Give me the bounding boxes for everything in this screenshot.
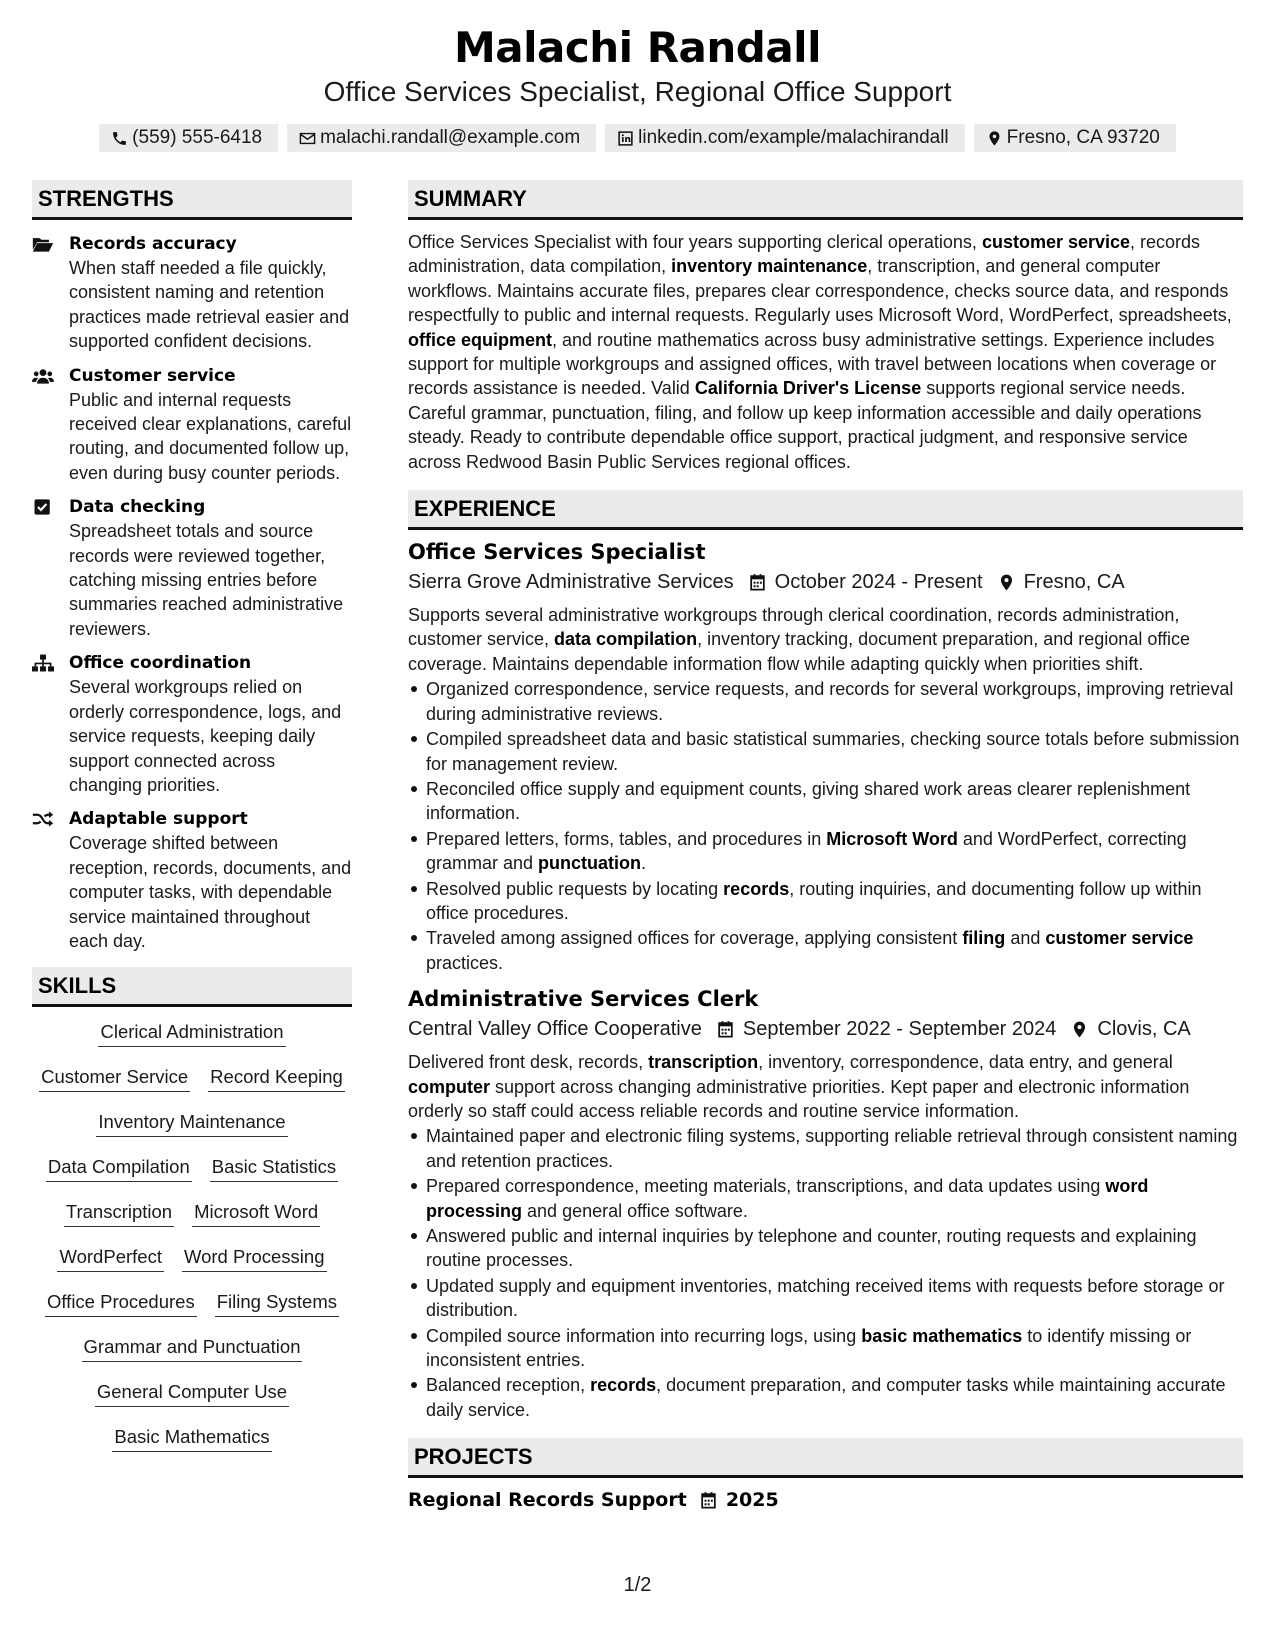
strength-item xyxy=(32,364,352,486)
emphasized-text: customer service xyxy=(981,232,1131,252)
job-bullet xyxy=(408,1324,1243,1373)
text-run: Compiled spreadsheet data and basic statistical summaries, checking source totals before submission for management review. xyxy=(426,729,1240,774)
skill-tag: Clerical Administration xyxy=(98,1019,285,1047)
text-run: and xyxy=(1005,928,1046,949)
contact-phone[interactable] xyxy=(99,124,278,152)
job-company: Central Valley Office Cooperative xyxy=(408,1018,702,1041)
job-bullet xyxy=(408,827,1243,876)
text-run: Organized correspondence, service requests, and records for several workgroups, improving retrieval during administrative reviews. xyxy=(426,679,1234,724)
job-bullets xyxy=(408,677,1243,975)
strengths-list xyxy=(32,220,352,953)
strength-text: When staff needed a file quickly, consistent naming and retention practices made retrieval easier and supported confident decisions. xyxy=(69,258,350,352)
experience-heading: EXPERIENCE xyxy=(408,490,1243,530)
job-dates: October 2024 - Present xyxy=(774,571,983,594)
skill-tag: Word Processing xyxy=(182,1244,327,1272)
projects-heading: PROJECTS xyxy=(408,1438,1243,1478)
job-location: Clovis, CA xyxy=(1097,1018,1191,1041)
text-run: Prepared letters, forms, tables, and procedures in xyxy=(426,828,827,849)
strength-text: Several workgroups relied on orderly correspondence, logs, and service requests, keeping daily support connected across changing priorities. xyxy=(69,677,342,795)
text-run: Traveled among assigned offices for coverage, applying consistent xyxy=(426,928,963,949)
job-bullet xyxy=(408,1124,1243,1173)
skill-tag: WordPerfect xyxy=(57,1244,163,1272)
skill-tag: Basic Mathematics xyxy=(112,1424,271,1452)
text-run: Compiled source information into recurring logs, using xyxy=(426,1325,862,1346)
contact-location-text: Fresno, CA 93720 xyxy=(1006,127,1160,148)
skill-tag: General Computer Use xyxy=(95,1379,289,1407)
contact-bar xyxy=(0,124,1275,152)
job-meta xyxy=(408,1014,1243,1044)
text-run: Updated supply and equipment inventories, matching received items with requests before storage or distribution. xyxy=(426,1275,1225,1321)
skills-heading: SKILLS xyxy=(32,967,352,1007)
emphasized-text: Microsoft Word xyxy=(826,828,958,849)
emphasized-text: records xyxy=(723,878,790,899)
text-run: , transcription, and general computer workflows. Maintains accurate files, prepares clear correspondence, checks source data, and responds respectfully to public and internal requests. Regularly uses Microsoft Word, WordPerfect, spreadsheets, xyxy=(408,256,1232,326)
job-title: Administrative Services Clerk xyxy=(408,987,759,1012)
contact-email[interactable] xyxy=(287,124,596,152)
phone-icon xyxy=(111,130,128,147)
text-run: Office Services Specialist with four years supporting clerical operations, xyxy=(408,232,982,252)
text-run: practices. xyxy=(426,952,504,973)
job-bullet xyxy=(408,1274,1243,1323)
strength-text: Coverage shifted between reception, records, documents, and computer tasks, with dependable service maintained throughout each day. xyxy=(69,833,352,951)
skill-tag: Transcription xyxy=(64,1199,174,1227)
emphasized-text: data compilation xyxy=(554,629,698,650)
calendar-icon xyxy=(748,573,767,592)
candidate-title: Office Services Specialist, Regional Office Support xyxy=(323,76,952,107)
job-bullet xyxy=(408,877,1243,926)
strength-title: Customer service xyxy=(69,365,236,386)
job-meta xyxy=(408,567,1243,597)
job-bullet xyxy=(408,777,1243,826)
text-run: to identify missing or inconsistent entries. xyxy=(426,1325,1192,1371)
emphasized-text: customer service xyxy=(1045,928,1194,949)
job-bullet xyxy=(408,727,1243,776)
skill-tag: Basic Statistics xyxy=(210,1154,338,1182)
job-bullet xyxy=(408,677,1243,726)
job-bullets xyxy=(408,1124,1243,1422)
calendar-icon xyxy=(699,1491,718,1510)
text-run: , inventory tracking, document preparation, and regional office coverage. Maintains dependable information flow while adapting quickly when priorities shift. xyxy=(408,629,1191,674)
emphasized-text: computer xyxy=(408,1076,491,1097)
linkedin-icon xyxy=(617,130,634,147)
job-title: Office Services Specialist xyxy=(408,540,706,565)
emphasized-text: transcription xyxy=(648,1052,759,1073)
summary-heading: SUMMARY xyxy=(408,180,1243,220)
users-icon xyxy=(32,367,54,385)
strength-item xyxy=(32,232,352,354)
job-bullet xyxy=(408,926,1243,975)
skill-tag: Data Compilation xyxy=(46,1154,192,1182)
strength-item xyxy=(32,807,352,953)
strength-item xyxy=(32,495,352,641)
project-entry xyxy=(408,1486,1243,1514)
sitemap-icon xyxy=(32,654,54,672)
text-run: Answered public and internal inquiries by telephone and counter, routing requests and explaining routine processes. xyxy=(426,1226,1197,1271)
emphasized-text: filing xyxy=(962,928,1006,949)
skills-list xyxy=(32,1007,352,1469)
job-bullet xyxy=(408,1174,1243,1223)
emphasized-text: records xyxy=(590,1375,657,1396)
job-description xyxy=(408,603,1243,676)
resume-header xyxy=(0,22,1275,152)
main-column xyxy=(408,180,1243,1514)
project-year: 2025 xyxy=(725,1489,779,1512)
text-run: , document preparation, and computer tasks while maintaining accurate daily service. xyxy=(426,1375,1226,1420)
skill-tag: Customer Service xyxy=(39,1064,190,1092)
text-run: Prepared correspondence, meeting materials, transcriptions, and data updates using xyxy=(426,1176,1106,1197)
location-pin-icon xyxy=(986,130,1003,147)
strength-title: Data checking xyxy=(69,497,206,518)
emphasized-text: inventory maintenance xyxy=(671,256,868,277)
job-bullet xyxy=(408,1373,1243,1422)
job-entry xyxy=(408,985,1243,1422)
check-square-icon xyxy=(32,498,54,516)
folder-open-icon xyxy=(32,235,54,253)
contact-linkedin-text: linkedin.com/example/malachirandall xyxy=(638,127,949,148)
job-location: Fresno, CA xyxy=(1023,571,1125,594)
text-run: Resolved public requests by locating xyxy=(426,878,724,899)
emphasized-text: word processing xyxy=(426,1176,1149,1221)
text-run: Delivered front desk, records, xyxy=(408,1052,649,1073)
text-run: supports regional service needs. Careful grammar, punctuation, filing, and follow up keep information accessible and daily operations steady. Ready to contribute dependable office support, practical judgment, and responsive service across Redwood Basin Public Services regional offices. xyxy=(408,378,1202,472)
text-run: , routing inquiries, and documenting follow up within office procedures. xyxy=(426,878,1202,923)
emphasized-text: basic mathematics xyxy=(861,1325,1023,1346)
contact-email-text: malachi.randall@example.com xyxy=(320,127,581,148)
contact-phone-text: (559) 555-6418 xyxy=(132,127,263,148)
job-entry xyxy=(408,538,1243,975)
job-description xyxy=(408,1050,1243,1123)
skills-section xyxy=(32,967,352,1469)
text-run: , and routine mathematics across busy administrative settings. Experience includes support for multiple workgroups and assigned offices, with travel between locations when coverage or records assistance is needed. Valid xyxy=(408,329,1217,399)
emphasized-text: punctuation xyxy=(538,853,642,874)
text-run: and WordPerfect, correcting grammar and xyxy=(426,828,1187,874)
location-pin-icon xyxy=(997,573,1016,592)
summary-text xyxy=(408,230,1243,474)
text-run: Balanced reception, xyxy=(426,1375,591,1396)
strengths-heading: STRENGTHS xyxy=(32,180,352,220)
skill-tag: Inventory Maintenance xyxy=(96,1109,287,1137)
skill-tag: Office Procedures xyxy=(45,1289,197,1317)
strength-title: Adaptable support xyxy=(69,809,248,830)
emphasized-text: California Driver's License xyxy=(694,378,922,399)
location-pin-icon xyxy=(1070,1020,1089,1039)
calendar-icon xyxy=(716,1020,735,1039)
contact-location xyxy=(974,124,1176,152)
skill-tag: Microsoft Word xyxy=(192,1199,320,1227)
text-run: , inventory, correspondence, data entry, and general xyxy=(758,1052,1173,1073)
contact-linkedin[interactable] xyxy=(605,124,965,152)
text-run: Reconciled office supply and equipment counts, giving shared work areas clearer replenishment information. xyxy=(426,778,1191,824)
skill-tag: Filing Systems xyxy=(215,1289,339,1317)
strength-text: Spreadsheet totals and source records were reviewed together, catching missing entries before summaries reached administrative reviewers. xyxy=(69,521,344,639)
envelope-icon xyxy=(299,130,316,147)
job-company: Sierra Grove Administrative Services xyxy=(408,571,734,594)
job-dates: September 2022 - September 2024 xyxy=(742,1018,1057,1041)
skill-tag: Grammar and Punctuation xyxy=(82,1334,303,1362)
text-run: support across changing administrative priorities. Kept paper and electronic information orderly so staff could access reliable records and routine service information. xyxy=(408,1076,1190,1121)
shuffle-icon xyxy=(32,810,54,828)
text-run: . xyxy=(641,853,647,874)
sidebar xyxy=(32,180,352,1469)
strength-title: Office coordination xyxy=(69,653,252,674)
strength-item xyxy=(32,651,352,797)
text-run: Supports several administrative workgroups through clerical coordination, records administration, customer service, xyxy=(408,605,1180,650)
text-run: and general office software. xyxy=(522,1200,748,1221)
strength-text: Public and internal requests received clear explanations, careful routing, and documented follow up, even during busy counter periods. xyxy=(69,389,352,483)
skill-tag: Record Keeping xyxy=(208,1064,345,1092)
page-number: 1/2 xyxy=(623,1574,652,1596)
job-bullet xyxy=(408,1224,1243,1273)
candidate-name: Malachi Randall xyxy=(454,23,821,72)
project-title: Regional Records Support xyxy=(408,1489,687,1512)
emphasized-text: office equipment xyxy=(408,329,553,350)
text-run: Maintained paper and electronic filing systems, supporting reliable retrieval through consistent naming and retention practices. xyxy=(426,1126,1238,1171)
strength-title: Records accuracy xyxy=(69,234,237,254)
text-run: , records administration, data compilation, xyxy=(408,232,1201,277)
